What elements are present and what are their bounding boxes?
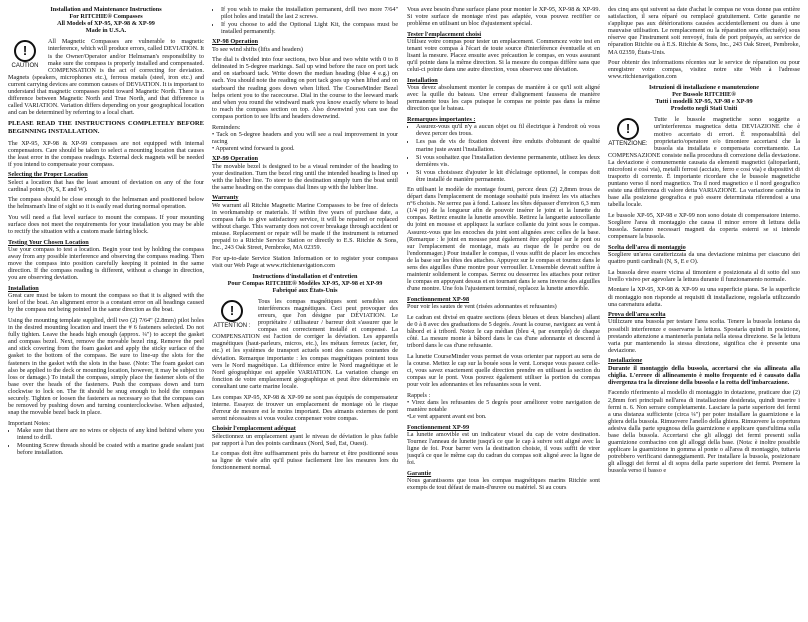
reminder-item: • Apparent wind forward is good.: [212, 144, 295, 152]
column-french: [407, 6, 600, 618]
paragraph: For up-to-date Service Station Information or to register your compass visit our Web Page at www.ritchienavigation.com: [212, 254, 398, 269]
list-item: • If you choose to add the Optional Light Kit, the compass must be installed permanently.: [221, 21, 398, 35]
document-title: [8, 6, 204, 34]
notes-list: [212, 6, 398, 35]
paragraph: Montare la XP-95, XP-98 & XP-99 su una superficie piana. Se la superficie di montaggio non risponde ai requisiti di installazione, regolarla utilizzando una carenatura adatta.: [608, 286, 800, 308]
notes-heading: Important Notes:: [8, 419, 51, 427]
section-heading: Fonctionnement XP-99: [407, 423, 470, 431]
paragraph: Utilisez votre compas pour tester un emplacement. Commencez votre test en tenant votre compas à l'écart de toute source d'interférence éventuelle et en lisant la mesure. Placez ensuite avec précaution le compas, en vous assurant qu'il pointe dans la même direction. Si la mesure du compas diffère sans que celui-ci pointe dans une autre direction, vous observez une déviation.: [407, 37, 600, 74]
title-line: Made in U.S.A.: [85, 27, 127, 35]
title-line: Installation and Maintenance Instructions: [50, 6, 162, 13]
paragraph: The dial is divided into four sections, two blue and two white with 0 to 8 delineated in 5-degree markings. Sail up wind before the race on port tack and on starboard tack. Write down the median heading (blue 4 e.g.) on each. You should note the reading on port tack goes up when lifted and on starboard the reading goes down when lifted. The CourseMinder Bezel helps orient you to the racecourse. Dial in the course to the leeward mark and when you round the windward mark you know exactly where to head to reach the compass section on top. Also downwind you can use the compass portion to see lifts and headers downwind.: [212, 56, 398, 120]
section-heading: Prova dell'area scelta: [608, 311, 666, 319]
attenzione-label: ATTENZIONE:: [608, 141, 648, 148]
paragraph: Durante il montaggio della bussola, accertarsi che sia allineata alla chiglia. L'errore di allineamento è molto frequente ed è causato dalla divergenza tra la direzione della bussola e la rotta dell'imbarcazione.: [608, 364, 800, 386]
paragraph: La lunette CourseMinder vous permet de vous orienter par rapport au sens de la course. Mettez le cap sur la bouée sous le vent. Lorsque vous passez celle-ci, vous savez exactement quelle direction prendre en utilisant la section du compas sur le pont. Vous pouvez également utiliser la portion du compas pour voir les adonnantes et les refusantes sous le vent.: [407, 352, 600, 389]
french-title: [212, 273, 398, 294]
paragraph: We warrant all Ritchie Magnetic Marine Compasses to be free of defects in workmanship or materials. If within five years of purchase date, a compass fails to give satisfactory service, it will be repaired or replaced without charge. This warranty does not cover breakage through accident or misuse. Replacement or repair will be made if the instrument is returned prepaid to a Ritchie Service Station or directly to E.S. Ritchie & Sons, Inc., 243 Oak Street, Pembroke, MA 02359.: [212, 201, 398, 252]
paragraph: Vous devez absolument monter le compas de manière à ce qu'il soit aligné avec la quille du bateau. Une erreur d'alignement faussera de manière permanente tous les caps puisque le compas ne pointe pas dans la même direction que le bateau.: [407, 84, 600, 113]
intro-paragraph: All Magnetic Compasses are vulnerable to magnetic interference, which will produce errors, called DEVIATION. It is the Owner/Operator and/or Helmsman's responsibility to make sure the compass is properly installed and compensated. COMPENSATION is the act of correcting for deviation. Magnets (speakers, microphones etc.), ferrous metals (steel, iron etc.) and current carrying devices are common causes of DEVIATION. It is important to understand that magnetic compasses point toward Magnetic North. There is a difference between Magnetic North and True North, and that difference is called VARIATION. Variation differs depending on your geographical location and can be determined by referring to a local chart.: [8, 38, 204, 117]
section-heading: Fonctionnement XP-98: [407, 295, 470, 303]
paragraph: Great care must be taken to mount the compass so that it is aligned with the keel of the boat. An alignment error is a constant error on all headings caused by the compass not being pointed in the same direction as the boat.: [8, 292, 204, 314]
section-heading: XP-99 Operation: [212, 155, 258, 163]
exclamation-icon: !: [221, 300, 243, 322]
attention-label: ATTENTION :: [213, 322, 251, 329]
paragraph: You will need a flat level surface to mount the compass. If your mounting surface does not meet the requirements for your installation you may be able to rectify the situation with a custom made fairing block.: [8, 214, 204, 236]
paragraph: La lunette amovible est un indicateur visuel du cap de votre destination. Tournez l'anneau de lunette jusqu'à ce que le cap à suivre soit aligné avec la ligne de foi. Pour barrer vers la destination choisie, il vous suffit de virer jusqu'à ce que le même cap du cadran du compas soit aligné avec la ligne de foi.: [407, 430, 600, 467]
title-line: Fabriqué aux États-Unis: [272, 286, 338, 294]
paragraph: La bussola deve essere vicina al timoniere e posizionata al di sotto del suo livello visivo per agevolare la lettura durante il funzionamento normale.: [608, 268, 800, 283]
section-heading: Remarques importantes :: [407, 116, 476, 124]
list-item: • Assurez-vous qu'il n'y a aucun objet ou fil électrique à l'endroit où vous devez percer des trous.: [416, 123, 600, 137]
paragraph: Le cadran est divisé en quatre sections (deux bleues et deux blanches) allant de 0 à 8 avec des graduations de 5 degrés. Avant la course, naviguez au vent à bâbord et à tribord. Notez le cap médian (bleu 4, par exemple) de chaque côté. La mesure monte à bâbord dans le cas d'une adonnante et descend à tribord dans le cas d'une refusante.: [407, 313, 600, 350]
read-notice: PLEASE READ THE INSTRUCTIONS COMPLETELY BEFORE BEGINNING INSTALLATION.: [8, 120, 204, 135]
paragraph: The movable bezel is designed to be a visual reminder of the heading to your destination. Turn the bezel ring until the intended heading is lined up with the lubber line. To steer to the destination simply turn the boat until the same heading on the compass dial lines up with the lubber line.: [212, 162, 398, 191]
paragraph: The XP-95, XP-98 & XP-99 compasses are not equipped with internal compensators. Care should be taken to select a mounting location that causes the least error in the compass readings. External deck magnets will be needed if you intend to compensate your compass.: [8, 139, 204, 168]
title-line: Prodotto negli Stati Uniti: [670, 105, 738, 113]
paragraph: Le bussole XP-95, XP-98 e XP-99 non sono dotate di compensatore interno. Scegliere l'area di montaggio che causa il minor errore di lettura della bussola. Saranno necessari magneti da coperta esterni se si intende compensare la bussola.: [608, 212, 800, 241]
section-heading: Testing Your Chosen Location: [8, 238, 89, 246]
reminders-label: Reminders:: [212, 123, 241, 131]
paragraph: des cinq ans qui suivent sa date d'achat le compas ne vous donne pas entière satisfaction, il sera réparé ou remplacé gratuitement. Cette garantie ne s'applique pas aux détériorations causées accidentellement ou dues à une mauvaise utilisation. Le remplacement ou la réparation sera effectué(e) sous réserve que l'instrument soit renvoyé, frais de port prépayés, au service de réparation Ritchie ou à E.S. Ritchie & Sons, Inc., 243 Oak Street, Pembroke, MA 02359, États-Unis.: [608, 6, 800, 56]
reminder-item: • Tack on 5-degree headers and you will see a real improvement in your racing: [212, 130, 398, 145]
section-heading: Choisir l'emplacement adéquat: [212, 425, 296, 433]
paragraph: Pour obtenir des informations récentes sur le service de réparation ou pour enregistrer votre compas, visitez notre site Web à l'adresse www.ritchienavigation.com: [608, 59, 800, 81]
paragraph: Tous les compas magnétiques sont sensibles aux interférences magnétiques. Ceci peut provoquer des erreurs, que l'on désigne par DÉVIATION. Le propriétaire / utilisateur / barreur doit s'assurer que le compas est correctement installé et compensé. La COMPENSATION est l'action de corriger la déviation. Les appareils magnétiques (haut-parleurs, micros, etc.), les métaux ferreux (acier, fer, etc.) et les systèmes de transport actuels sont des causes courantes de déviation. Remarque importante : les compas magnétiques pointent tous vers le Nord magnétique. La différence entre le Nord magnétique et le Nord géographique est appelée VARIATION. La variation change en fonction de votre emplacement géographique et peut être déterminée en consultant une carte marine locale.: [212, 297, 398, 390]
reminder-item: • Virez dans les refusantes de 5 degrés pour améliorer votre navigation de manière notable: [407, 398, 600, 413]
paragraph: Sélectionnez un emplacement ayant le niveau de déviation le plus faible par rapport à l'un des points cardinaux (Nord, Sud, Est, Ouest).: [212, 432, 398, 447]
attention-icon-block: [212, 300, 252, 330]
paragraph: To see wind shifts (lifts and headers): [212, 45, 303, 53]
list-item: • Les pas de vis de fixation doivent être enduits d'obturant de qualité marine juste avant l'installation.: [416, 138, 600, 152]
section-heading: Installation: [8, 285, 39, 292]
paragraph: Scegliere un'area caratterizzata da una deviazione minima per ciascuno dei quattro punti cardinali (N, S, E e O).: [608, 251, 800, 266]
title-line: Pour Compas RITCHIE® Modèles XP-95, XP-98 et XP-99: [227, 279, 383, 287]
column-italian: [608, 6, 800, 618]
paragraph: The compass should be close enough to the helmsman and positioned below the helmsman's line of sight so it is easily read during normal operation.: [8, 196, 204, 211]
section-heading: Scelta dell'area di montaggio: [608, 243, 686, 251]
paragraph: Vous avez besoin d'une surface plane pour monter le XP-95, XP-98 & XP-99. Si votre surface de montage n'est pas adaptée, vous pouvez rectifier ce problème en utilisant un bloc d'ajustement spécial.: [407, 6, 600, 28]
paragraph: Facendo riferimento al modello di montaggio in dotazione, praticare due (2) 2,8mm fori principali nell'area di installazione desiderata, quindi inserire i fermi n. 6. Non serrare completamente. Lasciare la parte superiore dei fermi a una distanza sufficiente (circa ¼") per poter installare la guarnizione e la ghiera della bussola. Rimuovere l'anello della ghiera. Rimuovere la copertura adesiva dalla parte spugnosa della guarnizione e applicare quest'ultima sulla base della bussola. Accertarsi che gli alloggi dei fermi presenti sulla guarnizione combacino con gli alloggi della base. (Nota: è inoltre possibile applicare la guarnizione in gomma al ponte o all'area di montaggio, tuttavia potrebbero verificarsi danneggiamenti. Per installare la bussola, posizionare gli alloggi dei fermi al di sopra della parte superiore dei fermi. Premere la bussola verso il basso e: [608, 389, 800, 475]
caution-label: CAUTION: [11, 63, 39, 70]
paragraph: Nous garantissons que tous les compas magnétiques marins Ritchie sont exempts de tout défaut de main-d'œuvre ou matériel. Si au cours: [407, 476, 600, 491]
list-item: • Mounting Screw threads should be coated with a marine grade sealant just before installation.: [17, 442, 204, 456]
column-english-2: [212, 6, 398, 618]
paragraph: En utilisant le modèle de montage fourni, percez deux (2) 2,8mm trous de départ dans l'emplacement de montage souhaité puis insérez les vis attaches n°6 choisis. Ne serrez pas à fond. Laissez les têtes dépasser d'environ 6,3 mm (1/4 po) de la longueur afin de pouvoir insérer le joint et la lunette du compas. Retirez ensuite la lunette amovible. Retirez la languette autocollante du joint en mousse et appliquez la surface collante du joint sous le compas. Assurez-vous que les encoches du joint sont alignées avec celles de la base. (Remarque : le joint en mousse peut également être appliqué sur le pont ou sur l'emplacement de montage, mais au risque de le perdre ou de l'endommager.) Pour installer le compas, il vous suffit de placer les encoches de la base sur les têtes des attaches. Appuyez sur le compas et tournez dans le sens des aiguilles d'une montre pour verrouiller. L'ensemble devrait suffire à maintenir solidement le compas. Serrez ou desserrez les attaches pour retirer le compas en appuyant dessus et en tournant dans le sens inverse des aiguilles d'une montre. Une fois l'ajustement terminé, replacez la lunette amovible.: [407, 185, 600, 293]
column-english: [8, 6, 204, 618]
reminders-label: Rappels :: [407, 391, 431, 399]
attenzione-icon-block: [608, 118, 648, 148]
section-heading: Warranty: [212, 194, 239, 202]
paragraph: Using the mounting template supplied, drill two (2) 7/64" (2.8mm) pilot holes in the desired mounting location and insert the # 6 fasteners selected. Do not fully tighten. Leave the heads high enough (approx. ¼") to accept the gasket and compass bezel. Next, remove the movable bezel ring. Remove the peel and stick covering from the foam gasket and apply the sticky surface of the gasket to the bottom of the compass. Be sure to line-up the slots for the fasteners in the gasket with the slots in the base. (Note: The foam gasket can also be applied to the deck or mounting location, however, it may be subject to loss or damage.) To install the compass, simply place the fastener slots of the base over the heads of the fasteners. Push the compass down and turn clockwise to lock on. The fit should be snug enough to hold the compass securely. Tighten or loosen the fasteners as necessary so that the compass can be removed by pushing down and turning counterclockwise. When adjusted, snap the movable bezel back in place.: [8, 316, 204, 417]
list-item: • Si vous souhaitez que l'installation devienne permanente, utilisez les deux dernières vis.: [416, 154, 600, 168]
title-line: All Models of XP-95, XP-98 & XP-99: [57, 20, 155, 28]
exclamation-icon: !: [14, 40, 36, 62]
paragraph: Les compas XP-95, XP-98 & XP-99 ne sont pas équipés de compensateur interne. Essayez de trouver un emplacement de montage où le risque d'erreur de mesure est le moins important. Des aimants externes de pont seront nécessaires si vous voulez compenser votre compas.: [212, 393, 398, 422]
list-item: • If you wish to make the installation permanent, drill two more 7/64" pilot holes and install the last 2 screws.: [221, 6, 398, 20]
list-item: • Make sure that there are no wires or objects of any kind behind where you intend to drill.: [17, 427, 204, 441]
paragraph: Pour voir les sautes de vent (risées adonnantes et refusantes): [407, 303, 557, 311]
paragraph: Select a location that has the least amount of deviation on any of the four cardinal points (N, S, E and W).: [8, 178, 204, 193]
section-heading: Garantie: [407, 469, 432, 477]
exclamation-icon: !: [617, 118, 639, 140]
caution-icon-block: [8, 40, 42, 70]
paragraph: Tutte le bussole magnetiche sono soggette a un'interferenza magnetica detta DEVIAZIONE che è motivo accertato di errori. È responsabilità del proprietario/operatore e/o timoniere accertarsi che la bussola sia installata e compensata correttamente. La COMPENSAZIONE consiste nella procedura di correzione della deviazione. La deviazione è comunemente causata da elementi magnetici (altoparlanti, microfoni e così via), metalli ferrosi (acciaio, ferro e così via) e dispositivi di trasporto di corrente. È importante ricordare che le bussole magnetiche puntano verso il nord magnetico. Tra il nord magnetico e il nord geografico esiste una differenza di valore detta VARIAZIONE. La variazione cambia in base alla posizione geografica e può essere determinata riferendosi a una tabella locale.: [608, 116, 800, 209]
title-line: Tutti i modelli XP-95, XP-98 e XP-99: [655, 98, 753, 106]
notes-list: [407, 123, 600, 183]
section-heading: Installation: [407, 76, 438, 84]
paragraph: Le compas doit être suffisamment près du barreur et être positionné sous sa ligne de visée afin qu'il puisse facilement lire les mesures lors du fonctionnement normal.: [212, 450, 398, 472]
reminder-item: •Le vent apparent avant est bon.: [407, 412, 487, 420]
section-heading: XP-98 Operation: [212, 38, 258, 46]
title-line: Instructions d'installation et d'entretien: [252, 272, 358, 280]
title-line: Per Bussole RITCHIE®: [672, 91, 736, 99]
paragraph: Utilizzare una bussola per testare l'area scelta. Tenere la bussola lontana da possibili interferenze e osservarne la lettura. Spostarla quindi in posizione, prestando attenzione a mantenerla puntata nella stessa direzione. Se la lettura varia pur mantenendo la stessa direzione, significa che è presente una deviazione.: [608, 318, 800, 354]
list-item: • Si vous choisissez d'ajouter le kit d'éclairage optionnel, le compas doit être installé de manière permanente.: [416, 169, 600, 183]
italian-title: [608, 84, 800, 112]
section-heading: Installazione: [608, 357, 643, 365]
section-heading: Tester l'emplacement choisi: [407, 30, 482, 38]
title-line: Istruzioni di installazione e manutenzione: [648, 83, 759, 91]
section-heading: Selecting the Proper Location: [8, 171, 88, 179]
title-line: For RITCHIE® Compasses: [69, 13, 143, 21]
paragraph: Use your compass to test a location. Begin your test by holding the compass away from any possible interference and observing the compass reading. Then move the compass into position carefully keeping it pointed in the same direction. If the compass reading is different, without a change in direction, you are observing deviation.: [8, 246, 204, 282]
notes-list: [8, 427, 204, 456]
